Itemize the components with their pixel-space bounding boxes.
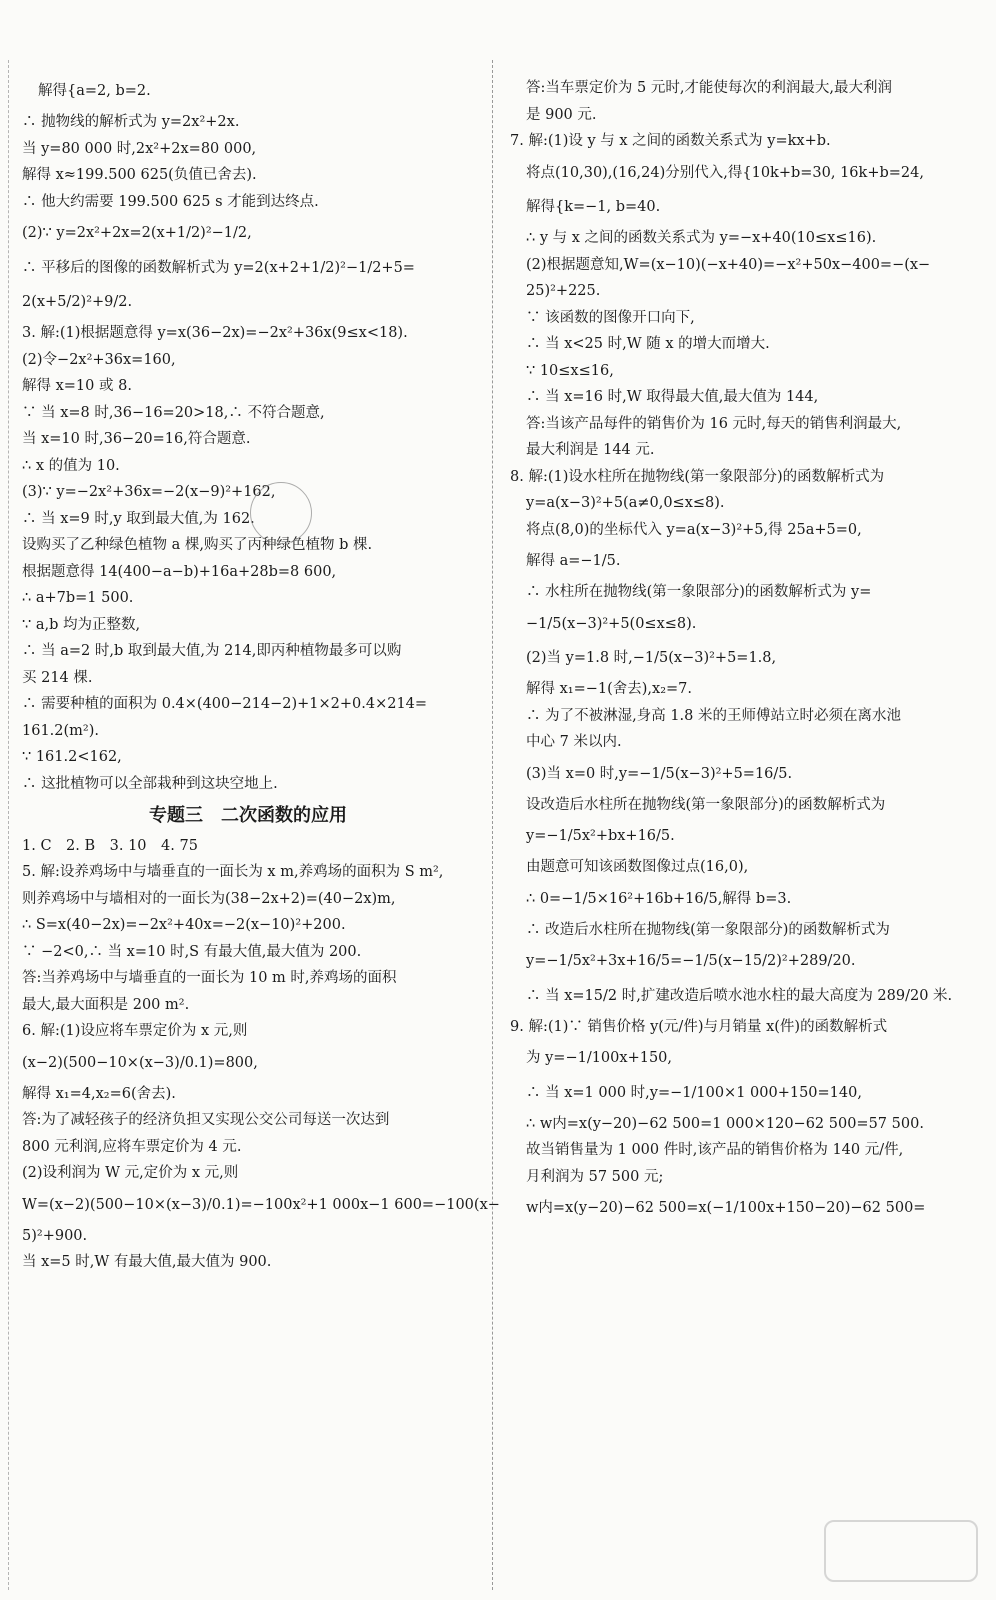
text-line: (2)根据题意知,W=(x−10)(−x+40)=−x²+50x−400=−(x−: [526, 256, 931, 273]
text-line: y=a(x−3)²+5(a≠0,0≤x≤8).: [526, 495, 725, 511]
text-line: 根据题意得 14(400−a−b)+16a+28b=8 600,: [22, 563, 337, 580]
column-divider: [492, 60, 493, 1590]
text-line: ∴ 需要种植的面积为 0.4×(400−214−2)+1×2+0.4×214=: [22, 696, 428, 712]
text-line: (2)设利润为 W 元,定价为 x 元,则: [22, 1165, 239, 1181]
text-line: −1/5(x−3)²+5(0≤x≤8).: [526, 615, 697, 632]
text-line: 解得 x=10 或 8.: [22, 378, 132, 394]
text-line: (3)当 x=0 时,y=−1/5(x−3)²+5=16/5.: [526, 765, 793, 782]
text-line: 解得 x₁=4,x₂=6(舍去).: [22, 1085, 176, 1102]
text-line: ∴ y 与 x 之间的函数关系式为 y=−x+40(10≤x≤16).: [526, 230, 877, 246]
text-line: ∴ 水柱所在抛物线(第一象限部分)的函数解析式为 y=: [526, 584, 872, 600]
text-line: 解得{a=2, b=2.: [38, 83, 151, 99]
text-line: 2(x+5/2)²+9/2.: [22, 294, 133, 310]
text-line: 答:当养鸡场中与墙垂直的一面长为 10 m 时,养鸡场的面积: [22, 970, 397, 986]
text-line: y=−1/5x²+bx+16/5.: [526, 828, 675, 844]
text-line: ∴ 为了不被淋湿,身高 1.8 米的王师傅站立时必须在离水池: [526, 707, 901, 724]
text-line: 最大利润是 144 元.: [526, 442, 655, 458]
text-line: w内=x(y−20)−62 500=x(−1/100x+150−20)−62 500=: [526, 1200, 926, 1216]
text-line: ∴ 当 x=1 000 时,y=−1/100×1 000+150=140,: [526, 1084, 862, 1101]
text-line: (2)令−2x²+36x=160,: [22, 351, 176, 368]
site-watermark: [824, 1520, 978, 1582]
text-line: ∴ a+7b=1 500.: [22, 590, 134, 606]
text-line: ∴ S=x(40−2x)=−2x²+40x=−2(x−10)²+200.: [22, 917, 346, 933]
text-line: 设购买了乙种绿色植物 a 棵,购买了丙种绿色植物 b 棵.: [22, 537, 373, 553]
text-line: ∴ 改造后水柱所在抛物线(第一象限部分)的函数解析式为: [526, 921, 890, 938]
text-line: 为 y=−1/100x+150,: [526, 1050, 672, 1066]
text-line: ∵ 10≤x≤16,: [526, 362, 614, 379]
text-line: ∵ 该函数的图像开口向下,: [526, 309, 695, 326]
text-line: ∴ 当 x<25 时,W 随 x 的增大而增大.: [526, 336, 770, 352]
text-line: ∴ 当 x=16 时,W 取得最大值,最大值为 144,: [526, 389, 819, 405]
text-line: ∴ x 的值为 10.: [22, 457, 120, 474]
text-line: ∴ 当 x=9 时,y 取到最大值,为 162.: [22, 510, 255, 527]
text-line: 5)²+900.: [22, 1227, 88, 1244]
text-line: 答:当该产品每件的销售价为 16 元时,每天的销售利润最大,: [526, 415, 902, 432]
text-line: ∴ 抛物线的解析式为 y=2x²+2x.: [22, 114, 240, 130]
text-line: ∴ 他大约需要 199.500 625 s 才能到达终点.: [22, 193, 319, 210]
text-line: 当 y=80 000 时,2x²+2x=80 000,: [22, 140, 257, 157]
text-line: 解得 x₁=−1(舍去),x₂=7.: [526, 681, 693, 697]
text-line: 则养鸡场中与墙相对的一面长为(38−2x+2)=(40−2x)m,: [22, 890, 396, 907]
text-line: 3. 解:(1)根据题意得 y=x(36−2x)=−2x²+36x(9≤x<18).: [22, 325, 408, 341]
text-line: 解得{k=−1, b=40.: [526, 199, 661, 215]
text-line: 25)²+225.: [526, 283, 601, 299]
text-line: (2)∵ y=2x²+2x=2(x+1/2)²−1/2,: [22, 225, 252, 241]
text-line: 由题意可知该函数图像过点(16,0),: [526, 859, 749, 875]
text-line: 8. 解:(1)设水柱所在抛物线(第一象限部分)的函数解析式为: [510, 468, 885, 485]
text-line: 设改造后水柱所在抛物线(第一象限部分)的函数解析式为: [526, 796, 886, 813]
text-line: ∵ 当 x=8 时,36−16=20>18,∴ 不符合题意,: [22, 404, 325, 421]
text-line: (2)当 y=1.8 时,−1/5(x−3)²+5=1.8,: [526, 650, 777, 666]
text-line: 当 x=10 时,36−20=16,符合题意.: [22, 431, 251, 447]
text-line: 1. C 2. B 3. 10 4. 75: [22, 837, 198, 854]
text-line: 答:为了减轻孩子的经济负担又实现公交公司每送一次达到: [22, 1112, 390, 1128]
text-line: W=(x−2)(500−10×(x−3)/0.1)=−100x²+1 000x−1 600=−100(x−: [22, 1196, 500, 1213]
text-line: 解得 x≈199.500 625(负值已舍去).: [22, 167, 257, 183]
text-line: ∵ 161.2<162,: [22, 749, 122, 765]
text-line: (x−2)(500−10×(x−3)/0.1)=800,: [22, 1054, 258, 1071]
text-line: ∵ −2<0,∴ 当 x=10 时,S 有最大值,最大值为 200.: [22, 943, 362, 960]
right-column: [510, 72, 980, 1228]
text-line: 答:当车票定价为 5 元时,才能使每次的利润最大,最大利润: [526, 80, 893, 96]
text-line: ∴ 平移后的图像的函数解析式为 y=2(x+2+1/2)²−1/2+5=: [22, 259, 415, 276]
text-line: 7. 解:(1)设 y 与 x 之间的函数关系式为 y=kx+b.: [510, 133, 831, 149]
text-line: 800 元利润,应将车票定价为 4 元.: [22, 1138, 242, 1155]
homework-stamp: [250, 482, 312, 544]
text-line: ∴ 这批植物可以全部栽种到这块空地上.: [22, 775, 278, 792]
text-line: 最大,最大面积是 200 m².: [22, 996, 190, 1013]
text-line: y=−1/5x²+3x+16/5=−1/5(x−15/2)²+289/20.: [526, 953, 856, 969]
text-line: ∴ 0=−1/5×16²+16b+16/5,解得 b=3.: [526, 890, 792, 907]
text-line: 161.2(m²).: [22, 722, 99, 739]
text-line: ∵ a,b 均为正整数,: [22, 616, 141, 633]
text-line: 是 900 元.: [526, 106, 597, 123]
text-line: 中心 7 米以内.: [526, 734, 622, 750]
text-line: 月利润为 57 500 元;: [526, 1168, 664, 1185]
text-line: 买 214 棵.: [22, 669, 93, 686]
left-column: [22, 72, 500, 1279]
text-line: 当 x=5 时,W 有最大值,最大值为 900.: [22, 1254, 272, 1270]
text-line: 5. 解:设养鸡场中与墙垂直的一面长为 x m,养鸡场的面积为 S m²,: [22, 864, 444, 880]
section-heading: 专题三 二次函数的应用: [149, 804, 347, 826]
text-line: 9. 解:(1)∵ 销售价格 y(元/件)与月销量 x(件)的函数解析式: [510, 1018, 888, 1035]
text-line: 6. 解:(1)设应将车票定价为 x 元,则: [22, 1023, 248, 1039]
text-line: 解得 a=−1/5.: [526, 553, 621, 569]
text-line: ∴ 当 a=2 时,b 取到最大值,为 214,即丙种植物最多可以购: [22, 643, 402, 659]
text-line: (3)∵ y=−2x²+36x=−2(x−9)²+162,: [22, 484, 276, 500]
text-line: ∴ 当 x=15/2 时,扩建改造后喷水池水柱的最大高度为 289/20 米.: [526, 987, 953, 1004]
text-line: 故当销售量为 1 000 件时,该产品的销售价格为 140 元/件,: [526, 1142, 904, 1158]
text-line: 将点(8,0)的坐标代入 y=a(x−3)²+5,得 25a+5=0,: [526, 521, 862, 538]
text-line: ∴ w内=x(y−20)−62 500=1 000×120−62 500=57 500.: [526, 1115, 924, 1132]
page-margin-line: [8, 60, 9, 1590]
text-line: 将点(10,30),(16,24)分别代入,得{10k+b=30, 16k+b=24,: [526, 164, 924, 181]
